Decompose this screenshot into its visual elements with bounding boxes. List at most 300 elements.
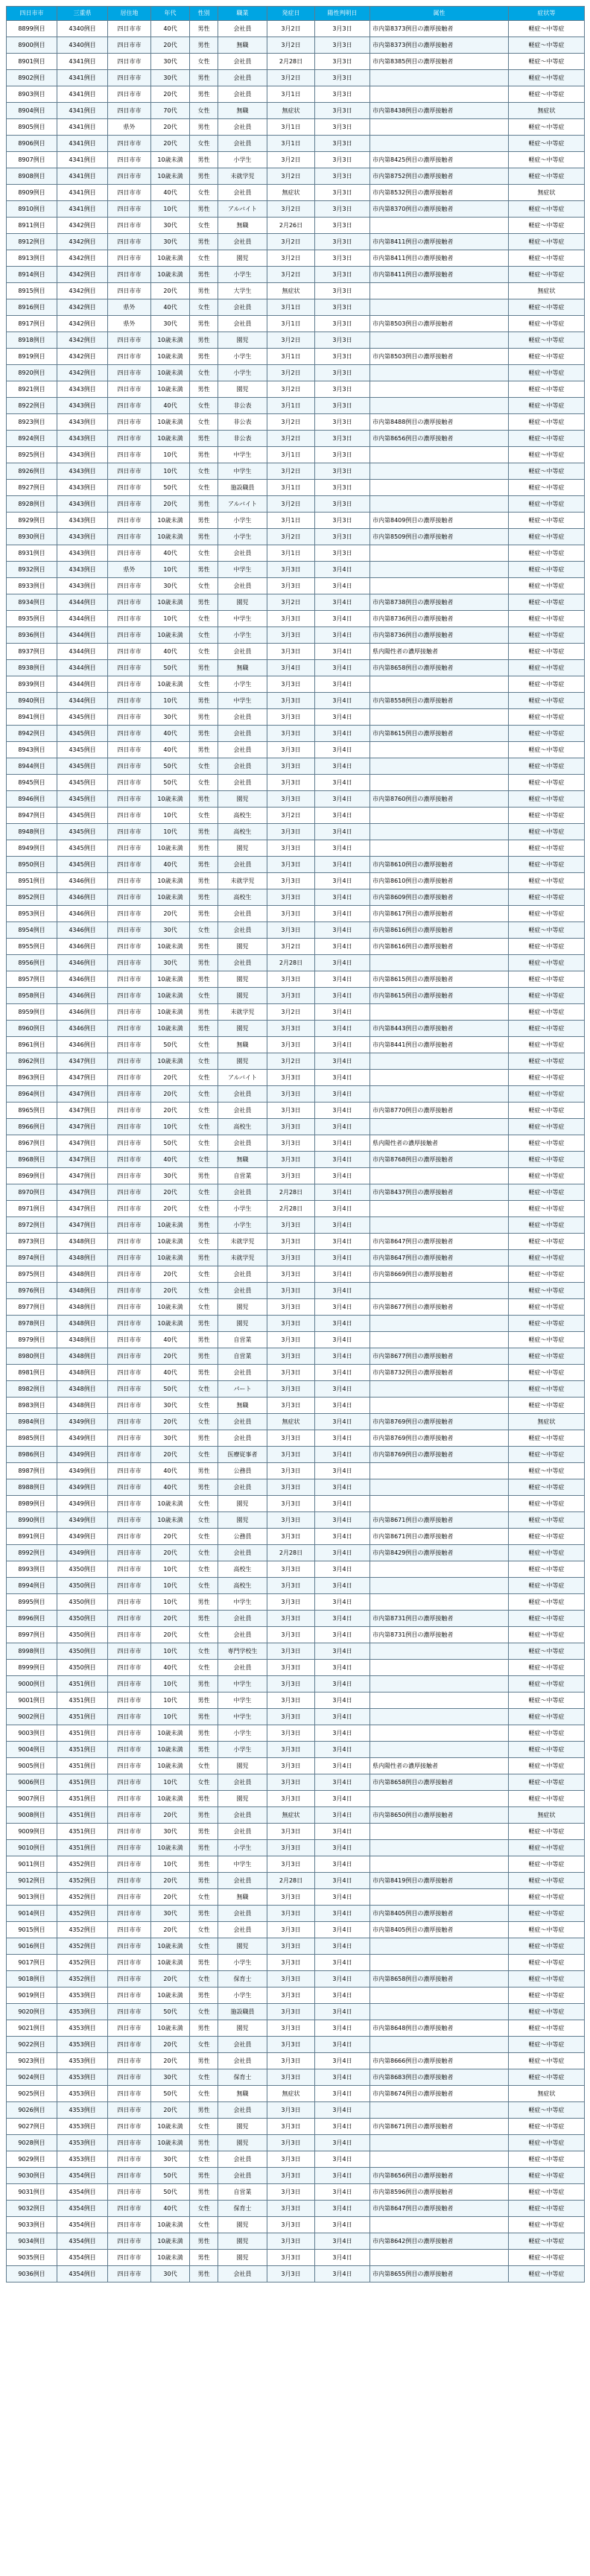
cell-symptoms: 軽症～中等症 bbox=[509, 709, 585, 726]
table-row bbox=[7, 1742, 585, 1758]
cell-onset-date: 3月3日 bbox=[267, 1725, 315, 1742]
cell-city-case-no: 8904例目 bbox=[7, 103, 57, 119]
cell-city-case-no: 8928例目 bbox=[7, 496, 57, 513]
cell-prefecture-case-no: 4341例目 bbox=[57, 152, 108, 168]
cell-prefecture-case-no: 4341例目 bbox=[57, 103, 108, 119]
cell-residence: 四日市市 bbox=[108, 758, 151, 775]
table-row bbox=[7, 1987, 585, 2004]
cell-city-case-no: 9028例目 bbox=[7, 2135, 57, 2151]
cell-occupation: 小学生 bbox=[218, 513, 267, 529]
cell-prefecture-case-no: 4352例目 bbox=[57, 1856, 108, 1873]
cell-age-group: 50代 bbox=[151, 758, 190, 775]
cell-onset-date: 3月2日 bbox=[267, 381, 315, 398]
cell-sex: 女性 bbox=[190, 1070, 218, 1086]
cell-residence: 四日市市 bbox=[108, 726, 151, 742]
cell-occupation: 会社員 bbox=[218, 136, 267, 152]
cell-occupation: 園児 bbox=[218, 250, 267, 267]
cell-age-group: 10歳未満 bbox=[151, 1021, 190, 1037]
cell-sex: 女性 bbox=[190, 218, 218, 234]
cell-symptoms: 軽症～中等症 bbox=[509, 1217, 585, 1234]
cell-onset-date: 3月2日 bbox=[267, 37, 315, 54]
cell-city-case-no: 8901例目 bbox=[7, 54, 57, 70]
cell-prefecture-case-no: 4352例目 bbox=[57, 1922, 108, 1938]
cell-age-group: 50代 bbox=[151, 2004, 190, 2020]
cell-sex: 男性 bbox=[190, 119, 218, 136]
cell-age-group: 10代 bbox=[151, 562, 190, 578]
cell-positive-date: 3月4日 bbox=[315, 1135, 370, 1152]
cell-prefecture-case-no: 4350例目 bbox=[57, 1611, 108, 1627]
cell-sex: 女性 bbox=[190, 1414, 218, 1430]
cell-symptoms: 軽症～中等症 bbox=[509, 1889, 585, 1906]
cell-symptoms: 軽症～中等症 bbox=[509, 414, 585, 431]
cell-attribute bbox=[370, 1004, 509, 1021]
cell-onset-date: 3月2日 bbox=[267, 267, 315, 283]
cell-city-case-no: 8978例目 bbox=[7, 1316, 57, 1332]
cell-prefecture-case-no: 4345例目 bbox=[57, 857, 108, 873]
cell-prefecture-case-no: 4346例目 bbox=[57, 906, 108, 922]
cell-sex: 女性 bbox=[190, 1447, 218, 1463]
cell-occupation: 小学生 bbox=[218, 676, 267, 693]
cell-onset-date: 3月2日 bbox=[267, 332, 315, 349]
cell-residence: 四日市市 bbox=[108, 70, 151, 86]
cell-age-group: 40代 bbox=[151, 1332, 190, 1348]
cell-symptoms: 軽症～中等症 bbox=[509, 267, 585, 283]
cell-city-case-no: 9000例目 bbox=[7, 1676, 57, 1693]
cell-city-case-no: 9002例目 bbox=[7, 1709, 57, 1725]
cell-onset-date: 3月3日 bbox=[267, 775, 315, 791]
table-row bbox=[7, 299, 585, 316]
cell-age-group: 10歳未満 bbox=[151, 1496, 190, 1512]
cell-age-group: 10歳未満 bbox=[151, 250, 190, 267]
cell-city-case-no: 8905例目 bbox=[7, 119, 57, 136]
cell-prefecture-case-no: 4341例目 bbox=[57, 86, 108, 103]
cell-city-case-no: 8954例目 bbox=[7, 922, 57, 939]
cell-sex: 男性 bbox=[190, 2020, 218, 2037]
cell-city-case-no: 9015例目 bbox=[7, 1922, 57, 1938]
cell-onset-date: 3月3日 bbox=[267, 709, 315, 726]
cell-symptoms: 軽症～中等症 bbox=[509, 1201, 585, 1217]
cell-occupation: 園児 bbox=[218, 1758, 267, 1774]
cell-age-group: 10歳未満 bbox=[151, 1512, 190, 1529]
cell-residence: 四日市市 bbox=[108, 398, 151, 414]
cell-onset-date: 3月3日 bbox=[267, 1496, 315, 1512]
cell-residence: 四日市市 bbox=[108, 1824, 151, 1840]
cell-occupation: 小学生 bbox=[218, 1840, 267, 1856]
cell-positive-date: 3月4日 bbox=[315, 2004, 370, 2020]
cell-residence: 四日市市 bbox=[108, 1922, 151, 1938]
cell-city-case-no: 8996例目 bbox=[7, 1611, 57, 1627]
cell-positive-date: 3月4日 bbox=[315, 1021, 370, 1037]
cell-occupation: 園児 bbox=[218, 2135, 267, 2151]
cell-symptoms: 軽症～中等症 bbox=[509, 611, 585, 627]
cell-onset-date: 2月28日 bbox=[267, 955, 315, 971]
cell-symptoms: 軽症～中等症 bbox=[509, 1938, 585, 1955]
cell-occupation: 園児 bbox=[218, 1791, 267, 1807]
cell-prefecture-case-no: 4350例目 bbox=[57, 1594, 108, 1611]
cell-positive-date: 3月4日 bbox=[315, 775, 370, 791]
cell-positive-date: 3月3日 bbox=[315, 349, 370, 365]
cell-positive-date: 3月4日 bbox=[315, 922, 370, 939]
cell-residence: 四日市市 bbox=[108, 1430, 151, 1447]
cell-onset-date: 3月3日 bbox=[267, 1135, 315, 1152]
cell-city-case-no: 9012例目 bbox=[7, 1873, 57, 1889]
cell-positive-date: 3月4日 bbox=[315, 1037, 370, 1053]
cell-attribute: 県内陽性者の濃厚接触者 bbox=[370, 1758, 509, 1774]
cell-sex: 男性 bbox=[190, 857, 218, 873]
cell-age-group: 10歳未満 bbox=[151, 1840, 190, 1856]
cell-onset-date: 3月3日 bbox=[267, 2004, 315, 2020]
cell-residence: 四日市市 bbox=[108, 447, 151, 463]
cell-residence: 四日市市 bbox=[108, 808, 151, 824]
cell-sex: 男性 bbox=[190, 2168, 218, 2184]
cell-attribute: 市内第8671例目の濃厚接触者 bbox=[370, 2119, 509, 2135]
table-row bbox=[7, 906, 585, 922]
cell-sex: 女性 bbox=[190, 103, 218, 119]
cell-onset-date: 3月3日 bbox=[267, 1365, 315, 1381]
cell-occupation: 会社員 bbox=[218, 2168, 267, 2184]
cell-onset-date: 3月3日 bbox=[267, 1463, 315, 1479]
cell-prefecture-case-no: 4351例目 bbox=[57, 1725, 108, 1742]
cell-age-group: 20代 bbox=[151, 1103, 190, 1119]
cell-city-case-no: 8942例目 bbox=[7, 726, 57, 742]
cell-age-group: 30代 bbox=[151, 709, 190, 726]
cell-onset-date: 3月3日 bbox=[267, 1217, 315, 1234]
cell-symptoms: 軽症～中等症 bbox=[509, 1758, 585, 1774]
cell-city-case-no: 8925例目 bbox=[7, 447, 57, 463]
cell-city-case-no: 9021例目 bbox=[7, 2020, 57, 2037]
cell-prefecture-case-no: 4343例目 bbox=[57, 545, 108, 562]
cell-prefecture-case-no: 4347例目 bbox=[57, 1152, 108, 1168]
cell-sex: 男性 bbox=[190, 431, 218, 447]
table-row bbox=[7, 1856, 585, 1873]
cell-city-case-no: 8909例目 bbox=[7, 185, 57, 201]
cell-occupation: 小学生 bbox=[218, 152, 267, 168]
cell-city-case-no: 8946例目 bbox=[7, 791, 57, 808]
cell-symptoms: 軽症～中等症 bbox=[509, 2069, 585, 2086]
cell-positive-date: 3月3日 bbox=[315, 365, 370, 381]
cell-age-group: 20代 bbox=[151, 1545, 190, 1561]
cell-sex: 女性 bbox=[190, 2119, 218, 2135]
cell-age-group: 10歳未満 bbox=[151, 1938, 190, 1955]
cell-occupation: 小学生 bbox=[218, 349, 267, 365]
cell-age-group: 50代 bbox=[151, 2086, 190, 2102]
cell-onset-date: 3月2日 bbox=[267, 463, 315, 480]
cell-positive-date: 3月4日 bbox=[315, 1447, 370, 1463]
cell-attribute bbox=[370, 1709, 509, 1725]
cell-positive-date: 3月4日 bbox=[315, 2086, 370, 2102]
cell-age-group: 20代 bbox=[151, 1627, 190, 1643]
cell-attribute bbox=[370, 365, 509, 381]
cell-city-case-no: 9004例目 bbox=[7, 1742, 57, 1758]
cell-residence: 四日市市 bbox=[108, 594, 151, 611]
cell-sex: 女性 bbox=[190, 1529, 218, 1545]
cell-onset-date: 3月3日 bbox=[267, 1381, 315, 1398]
cell-onset-date: 3月2日 bbox=[267, 250, 315, 267]
table-row bbox=[7, 463, 585, 480]
cell-city-case-no: 8939例目 bbox=[7, 676, 57, 693]
cell-onset-date: 3月3日 bbox=[267, 1758, 315, 1774]
cell-symptoms: 軽症～中等症 bbox=[509, 1971, 585, 1987]
cell-age-group: 40代 bbox=[151, 644, 190, 660]
cell-age-group: 30代 bbox=[151, 578, 190, 594]
cell-occupation: 園児 bbox=[218, 939, 267, 955]
cell-city-case-no: 8936例目 bbox=[7, 627, 57, 644]
cell-age-group: 20代 bbox=[151, 1266, 190, 1283]
cell-city-case-no: 9018例目 bbox=[7, 1971, 57, 1987]
cell-positive-date: 3月3日 bbox=[315, 250, 370, 267]
cell-occupation: 園児 bbox=[218, 1938, 267, 1955]
table-row bbox=[7, 2086, 585, 2102]
cell-symptoms: 軽症～中等症 bbox=[509, 37, 585, 54]
cell-city-case-no: 8965例目 bbox=[7, 1103, 57, 1119]
cell-prefecture-case-no: 4353例目 bbox=[57, 1987, 108, 2004]
cell-city-case-no: 9032例目 bbox=[7, 2201, 57, 2217]
cell-positive-date: 3月4日 bbox=[315, 1742, 370, 1758]
table-row bbox=[7, 185, 585, 201]
cell-positive-date: 3月4日 bbox=[315, 1119, 370, 1135]
cell-prefecture-case-no: 4352例目 bbox=[57, 1971, 108, 1987]
table-row bbox=[7, 1135, 585, 1152]
cell-sex: 男性 bbox=[190, 1365, 218, 1381]
cell-onset-date: 3月3日 bbox=[267, 1578, 315, 1594]
cell-occupation: 会社員 bbox=[218, 1430, 267, 1447]
table-row bbox=[7, 414, 585, 431]
table-row bbox=[7, 594, 585, 611]
cell-symptoms: 軽症～中等症 bbox=[509, 1725, 585, 1742]
table-row bbox=[7, 2184, 585, 2201]
cell-age-group: 10歳未満 bbox=[151, 971, 190, 988]
cell-sex: 女性 bbox=[190, 1971, 218, 1987]
cell-onset-date: 3月2日 bbox=[267, 1053, 315, 1070]
cell-prefecture-case-no: 4343例目 bbox=[57, 447, 108, 463]
cell-residence: 四日市市 bbox=[108, 1053, 151, 1070]
cell-attribute: 市内第8616例目の濃厚接触者 bbox=[370, 939, 509, 955]
cell-city-case-no: 9007例目 bbox=[7, 1791, 57, 1807]
cell-positive-date: 3月4日 bbox=[315, 1479, 370, 1496]
cell-occupation: 会社員 bbox=[218, 1184, 267, 1201]
cell-attribute: 市内第8655例目の濃厚接触者 bbox=[370, 2266, 509, 2282]
cell-positive-date: 3月4日 bbox=[315, 1250, 370, 1266]
cell-city-case-no: 8912例目 bbox=[7, 234, 57, 250]
cell-positive-date: 3月4日 bbox=[315, 1529, 370, 1545]
cell-prefecture-case-no: 4343例目 bbox=[57, 463, 108, 480]
cell-symptoms: 軽症～中等症 bbox=[509, 136, 585, 152]
cell-occupation: 会社員 bbox=[218, 2037, 267, 2053]
cell-sex: 男性 bbox=[190, 2184, 218, 2201]
cell-age-group: 10歳未満 bbox=[151, 513, 190, 529]
cell-city-case-no: 9014例目 bbox=[7, 1906, 57, 1922]
cell-residence: 四日市市 bbox=[108, 644, 151, 660]
cell-positive-date: 3月4日 bbox=[315, 1561, 370, 1578]
table-row bbox=[7, 1316, 585, 1332]
cell-prefecture-case-no: 4351例目 bbox=[57, 1774, 108, 1791]
cell-sex: 男性 bbox=[190, 2053, 218, 2069]
cell-residence: 四日市市 bbox=[108, 1545, 151, 1561]
cell-symptoms: 軽症～中等症 bbox=[509, 939, 585, 955]
cell-symptoms: 軽症～中等症 bbox=[509, 2250, 585, 2266]
cell-attribute: 市内第8503例目の濃厚接触者 bbox=[370, 349, 509, 365]
cell-city-case-no: 9016例目 bbox=[7, 1938, 57, 1955]
cell-prefecture-case-no: 4345例目 bbox=[57, 840, 108, 857]
cell-symptoms: 軽症～中等症 bbox=[509, 2184, 585, 2201]
cell-sex: 女性 bbox=[190, 2201, 218, 2217]
cell-sex: 男性 bbox=[190, 1316, 218, 1332]
cell-symptoms: 軽症～中等症 bbox=[509, 2151, 585, 2168]
cell-positive-date: 3月4日 bbox=[315, 660, 370, 676]
cell-occupation: 会社員 bbox=[218, 86, 267, 103]
cell-sex: 女性 bbox=[190, 1660, 218, 1676]
cell-sex: 女性 bbox=[190, 2151, 218, 2168]
cell-residence: 四日市市 bbox=[108, 2086, 151, 2102]
cell-sex: 男性 bbox=[190, 1217, 218, 1234]
cell-symptoms: 軽症～中等症 bbox=[509, 529, 585, 545]
cell-occupation: 施設職員 bbox=[218, 480, 267, 496]
cell-attribute bbox=[370, 1086, 509, 1103]
cell-residence: 四日市市 bbox=[108, 1414, 151, 1430]
cell-symptoms: 軽症～中等症 bbox=[509, 480, 585, 496]
cell-onset-date: 3月3日 bbox=[267, 2168, 315, 2184]
cell-attribute: 市内第8656例目の濃厚接触者 bbox=[370, 2168, 509, 2184]
cell-city-case-no: 8981例目 bbox=[7, 1365, 57, 1381]
cell-occupation: 園児 bbox=[218, 2250, 267, 2266]
cell-sex: 男性 bbox=[190, 2250, 218, 2266]
cell-residence: 四日市市 bbox=[108, 1955, 151, 1971]
table-body bbox=[7, 21, 585, 2282]
cell-attribute bbox=[370, 709, 509, 726]
cell-prefecture-case-no: 4342例目 bbox=[57, 365, 108, 381]
table-row bbox=[7, 21, 585, 37]
cell-prefecture-case-no: 4343例目 bbox=[57, 578, 108, 594]
cell-positive-date: 3月4日 bbox=[315, 1266, 370, 1283]
cell-age-group: 10歳未満 bbox=[151, 2119, 190, 2135]
cell-residence: 四日市市 bbox=[108, 627, 151, 644]
cell-age-group: 10代 bbox=[151, 201, 190, 218]
cell-residence: 四日市市 bbox=[108, 267, 151, 283]
cell-onset-date: 3月3日 bbox=[267, 1627, 315, 1643]
cell-prefecture-case-no: 4349例目 bbox=[57, 1447, 108, 1463]
cell-sex: 女性 bbox=[190, 1922, 218, 1938]
cell-positive-date: 3月3日 bbox=[315, 119, 370, 136]
cell-residence: 四日市市 bbox=[108, 1004, 151, 1021]
cell-sex: 女性 bbox=[190, 1938, 218, 1955]
cell-symptoms: 無症状 bbox=[509, 1414, 585, 1430]
cell-sex: 女性 bbox=[190, 2069, 218, 2086]
table-row bbox=[7, 398, 585, 414]
cell-city-case-no: 8910例目 bbox=[7, 201, 57, 218]
cell-symptoms: 軽症～中等症 bbox=[509, 1824, 585, 1840]
table-row bbox=[7, 1184, 585, 1201]
cell-onset-date: 3月3日 bbox=[267, 1906, 315, 1922]
cell-sex: 女性 bbox=[190, 1398, 218, 1414]
cell-occupation: 小学生 bbox=[218, 1201, 267, 1217]
table-row bbox=[7, 2266, 585, 2282]
table-row bbox=[7, 1627, 585, 1643]
cell-onset-date: 3月3日 bbox=[267, 1676, 315, 1693]
cell-prefecture-case-no: 4348例目 bbox=[57, 1381, 108, 1398]
cell-residence: 四日市市 bbox=[108, 1463, 151, 1479]
cell-occupation: 会社員 bbox=[218, 1365, 267, 1381]
cell-age-group: 10歳未満 bbox=[151, 1791, 190, 1807]
cell-city-case-no: 8979例目 bbox=[7, 1332, 57, 1348]
cell-residence: 四日市市 bbox=[108, 1611, 151, 1627]
cell-onset-date: 3月3日 bbox=[267, 1529, 315, 1545]
cell-positive-date: 3月4日 bbox=[315, 971, 370, 988]
cell-residence: 四日市市 bbox=[108, 545, 151, 562]
cell-positive-date: 3月4日 bbox=[315, 1217, 370, 1234]
cell-occupation: 自営業 bbox=[218, 2184, 267, 2201]
cell-symptoms: 軽症～中等症 bbox=[509, 594, 585, 611]
cell-prefecture-case-no: 4347例目 bbox=[57, 1053, 108, 1070]
table-row bbox=[7, 1824, 585, 1840]
cell-age-group: 30代 bbox=[151, 1168, 190, 1184]
cell-city-case-no: 8974例目 bbox=[7, 1250, 57, 1266]
cell-positive-date: 3月4日 bbox=[315, 1545, 370, 1561]
table-row bbox=[7, 1906, 585, 1922]
cell-attribute: 市内第8769例目の濃厚接触者 bbox=[370, 1447, 509, 1463]
cell-occupation: 会社員 bbox=[218, 1824, 267, 1840]
cell-positive-date: 3月4日 bbox=[315, 1987, 370, 2004]
cell-occupation: 中学生 bbox=[218, 1693, 267, 1709]
cell-attribute bbox=[370, 496, 509, 513]
table-row bbox=[7, 1660, 585, 1676]
table-row bbox=[7, 627, 585, 644]
cell-residence: 四日市市 bbox=[108, 1479, 151, 1496]
cell-city-case-no: 8913例目 bbox=[7, 250, 57, 267]
cell-occupation: 無職 bbox=[218, 1037, 267, 1053]
cell-age-group: 20代 bbox=[151, 1070, 190, 1086]
cell-residence: 四日市市 bbox=[108, 1840, 151, 1856]
cell-positive-date: 3月4日 bbox=[315, 1856, 370, 1873]
cell-onset-date: 3月2日 bbox=[267, 365, 315, 381]
cell-residence: 四日市市 bbox=[108, 529, 151, 545]
table-row bbox=[7, 578, 585, 594]
cell-symptoms: 軽症～中等症 bbox=[509, 2037, 585, 2053]
cell-symptoms: 軽症～中等症 bbox=[509, 1053, 585, 1070]
cell-positive-date: 3月4日 bbox=[315, 2069, 370, 2086]
cell-sex: 女性 bbox=[190, 1152, 218, 1168]
cell-sex: 女性 bbox=[190, 1774, 218, 1791]
cell-attribute bbox=[370, 1840, 509, 1856]
cell-prefecture-case-no: 4344例目 bbox=[57, 693, 108, 709]
cell-onset-date: 3月3日 bbox=[267, 988, 315, 1004]
cell-occupation: 無職 bbox=[218, 2086, 267, 2102]
table-row bbox=[7, 939, 585, 955]
cell-occupation: 会社員 bbox=[218, 70, 267, 86]
cell-symptoms: 軽症～中等症 bbox=[509, 644, 585, 660]
cell-positive-date: 3月4日 bbox=[315, 1807, 370, 1824]
cell-residence: 四日市市 bbox=[108, 1987, 151, 2004]
cell-onset-date: 無症状 bbox=[267, 1414, 315, 1430]
cell-onset-date: 3月3日 bbox=[267, 1398, 315, 1414]
cell-age-group: 30代 bbox=[151, 54, 190, 70]
cell-positive-date: 3月4日 bbox=[315, 1381, 370, 1398]
cell-positive-date: 3月4日 bbox=[315, 2168, 370, 2184]
cell-age-group: 10歳未満 bbox=[151, 529, 190, 545]
cell-positive-date: 3月4日 bbox=[315, 2151, 370, 2168]
cell-positive-date: 3月4日 bbox=[315, 1840, 370, 1856]
cell-city-case-no: 8903例目 bbox=[7, 86, 57, 103]
cell-age-group: 40代 bbox=[151, 299, 190, 316]
table-row bbox=[7, 513, 585, 529]
cell-residence: 四日市市 bbox=[108, 1643, 151, 1660]
cell-attribute bbox=[370, 2151, 509, 2168]
cell-age-group: 20代 bbox=[151, 2037, 190, 2053]
cell-sex: 男性 bbox=[190, 594, 218, 611]
cell-symptoms: 軽症～中等症 bbox=[509, 1250, 585, 1266]
cell-occupation: 自営業 bbox=[218, 1168, 267, 1184]
cell-positive-date: 3月4日 bbox=[315, 1660, 370, 1676]
cell-positive-date: 3月4日 bbox=[315, 1955, 370, 1971]
